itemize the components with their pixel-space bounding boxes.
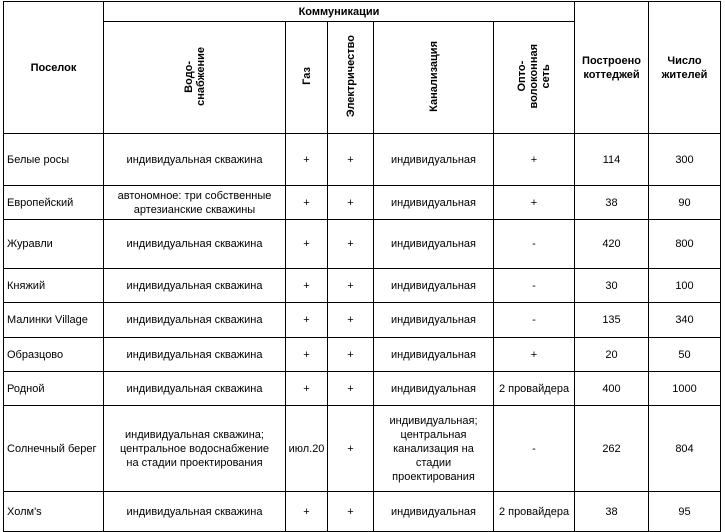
header-gas: Газ (286, 22, 328, 134)
cell-residents: 1000 (649, 372, 721, 406)
cell-residents: 100 (649, 269, 721, 303)
cell-residents: 50 (649, 338, 721, 372)
cell-fiber: + (494, 186, 575, 220)
cell-electricity: + (328, 303, 374, 338)
cell-electricity: + (328, 372, 374, 406)
cell-water: индивидуальная скважина (104, 303, 286, 338)
cell-sewage: индивидуальная (374, 269, 494, 303)
cell-sewage: индивидуальная (374, 220, 494, 269)
cell-gas: + (286, 186, 328, 220)
cell-gas: июл.20 (286, 406, 328, 492)
cell-settlement: Малинки Village (4, 303, 104, 338)
cell-built: 262 (575, 406, 649, 492)
header-electricity: Электричество (328, 22, 374, 134)
table-row (4, 338, 721, 372)
table-row (4, 303, 721, 338)
table-row (4, 269, 721, 303)
cell-settlement: Княжий (4, 269, 104, 303)
cell-settlement: Журавли (4, 220, 104, 269)
cell-settlement: Солнечный берег (4, 406, 104, 492)
table-row (4, 406, 721, 492)
cell-sewage: индивидуальная (374, 492, 494, 532)
cell-gas: + (286, 269, 328, 303)
cell-sewage: индивидуальная (374, 303, 494, 338)
cell-water: индивидуальная скважина (104, 220, 286, 269)
cell-gas: + (286, 303, 328, 338)
cell-water: индивидуальная скважина (104, 338, 286, 372)
cell-water: индивидуальная скважина (104, 269, 286, 303)
cell-built: 30 (575, 269, 649, 303)
cell-fiber: - (494, 220, 575, 269)
cell-gas: + (286, 338, 328, 372)
table-row (4, 134, 721, 186)
cell-fiber: + (494, 338, 575, 372)
header-fiber: Опто- волоконная сеть (494, 22, 575, 134)
cell-electricity: + (328, 338, 374, 372)
cell-settlement: Европейский (4, 186, 104, 220)
cell-residents: 300 (649, 134, 721, 186)
cell-built: 114 (575, 134, 649, 186)
cell-water: индивидуальная скважина (104, 492, 286, 532)
header-residents: Число жителей (649, 2, 721, 134)
cell-fiber: - (494, 406, 575, 492)
cell-residents: 340 (649, 303, 721, 338)
cell-electricity: + (328, 186, 374, 220)
cell-settlement: Образцово (4, 338, 104, 372)
cell-residents: 804 (649, 406, 721, 492)
cell-residents: 800 (649, 220, 721, 269)
cell-residents: 90 (649, 186, 721, 220)
cell-built: 38 (575, 186, 649, 220)
cell-built: 20 (575, 338, 649, 372)
cell-residents: 95 (649, 492, 721, 532)
table-row (4, 186, 721, 220)
cell-fiber: - (494, 303, 575, 338)
cell-water: индивидуальная скважина (104, 372, 286, 406)
cell-gas: + (286, 220, 328, 269)
cell-fiber: 2 провайдера (494, 492, 575, 532)
cell-gas: + (286, 134, 328, 186)
table-row (4, 220, 721, 269)
cell-water: индивидуальная скважина (104, 134, 286, 186)
cell-gas: + (286, 372, 328, 406)
cell-gas: + (286, 492, 328, 532)
settlements-table (3, 1, 721, 532)
cell-sewage: индивидуальная (374, 186, 494, 220)
cell-settlement: Родной (4, 372, 104, 406)
header-communications: Коммуникации (104, 2, 575, 22)
cell-water: индивидуальная скважина; центральное водоснабжение на стадии проектирования (104, 406, 286, 492)
cell-fiber: 2 провайдера (494, 372, 575, 406)
cell-sewage: индивидуальная (374, 134, 494, 186)
cell-electricity: + (328, 406, 374, 492)
header-water: Водо- снабжение (104, 22, 286, 134)
cell-sewage: индивидуальная; центральная канализация на стадии проектирования (374, 406, 494, 492)
cell-sewage: индивидуальная (374, 372, 494, 406)
table-row (4, 372, 721, 406)
cell-electricity: + (328, 269, 374, 303)
cell-fiber: - (494, 269, 575, 303)
cell-fiber: + (494, 134, 575, 186)
table-row (4, 492, 721, 532)
cell-built: 38 (575, 492, 649, 532)
cell-water: автономное: три собственные артезианские скважины (104, 186, 286, 220)
cell-built: 400 (575, 372, 649, 406)
cell-built: 135 (575, 303, 649, 338)
header-settlement: Поселок (4, 2, 104, 134)
cell-sewage: индивидуальная (374, 338, 494, 372)
cell-settlement: Холм's (4, 492, 104, 532)
cell-settlement: Белые росы (4, 134, 104, 186)
header-sewage: Канализация (374, 22, 494, 134)
cell-electricity: + (328, 492, 374, 532)
cell-built: 420 (575, 220, 649, 269)
cell-electricity: + (328, 220, 374, 269)
cell-electricity: + (328, 134, 374, 186)
header-built: Построено коттеджей (575, 2, 649, 134)
